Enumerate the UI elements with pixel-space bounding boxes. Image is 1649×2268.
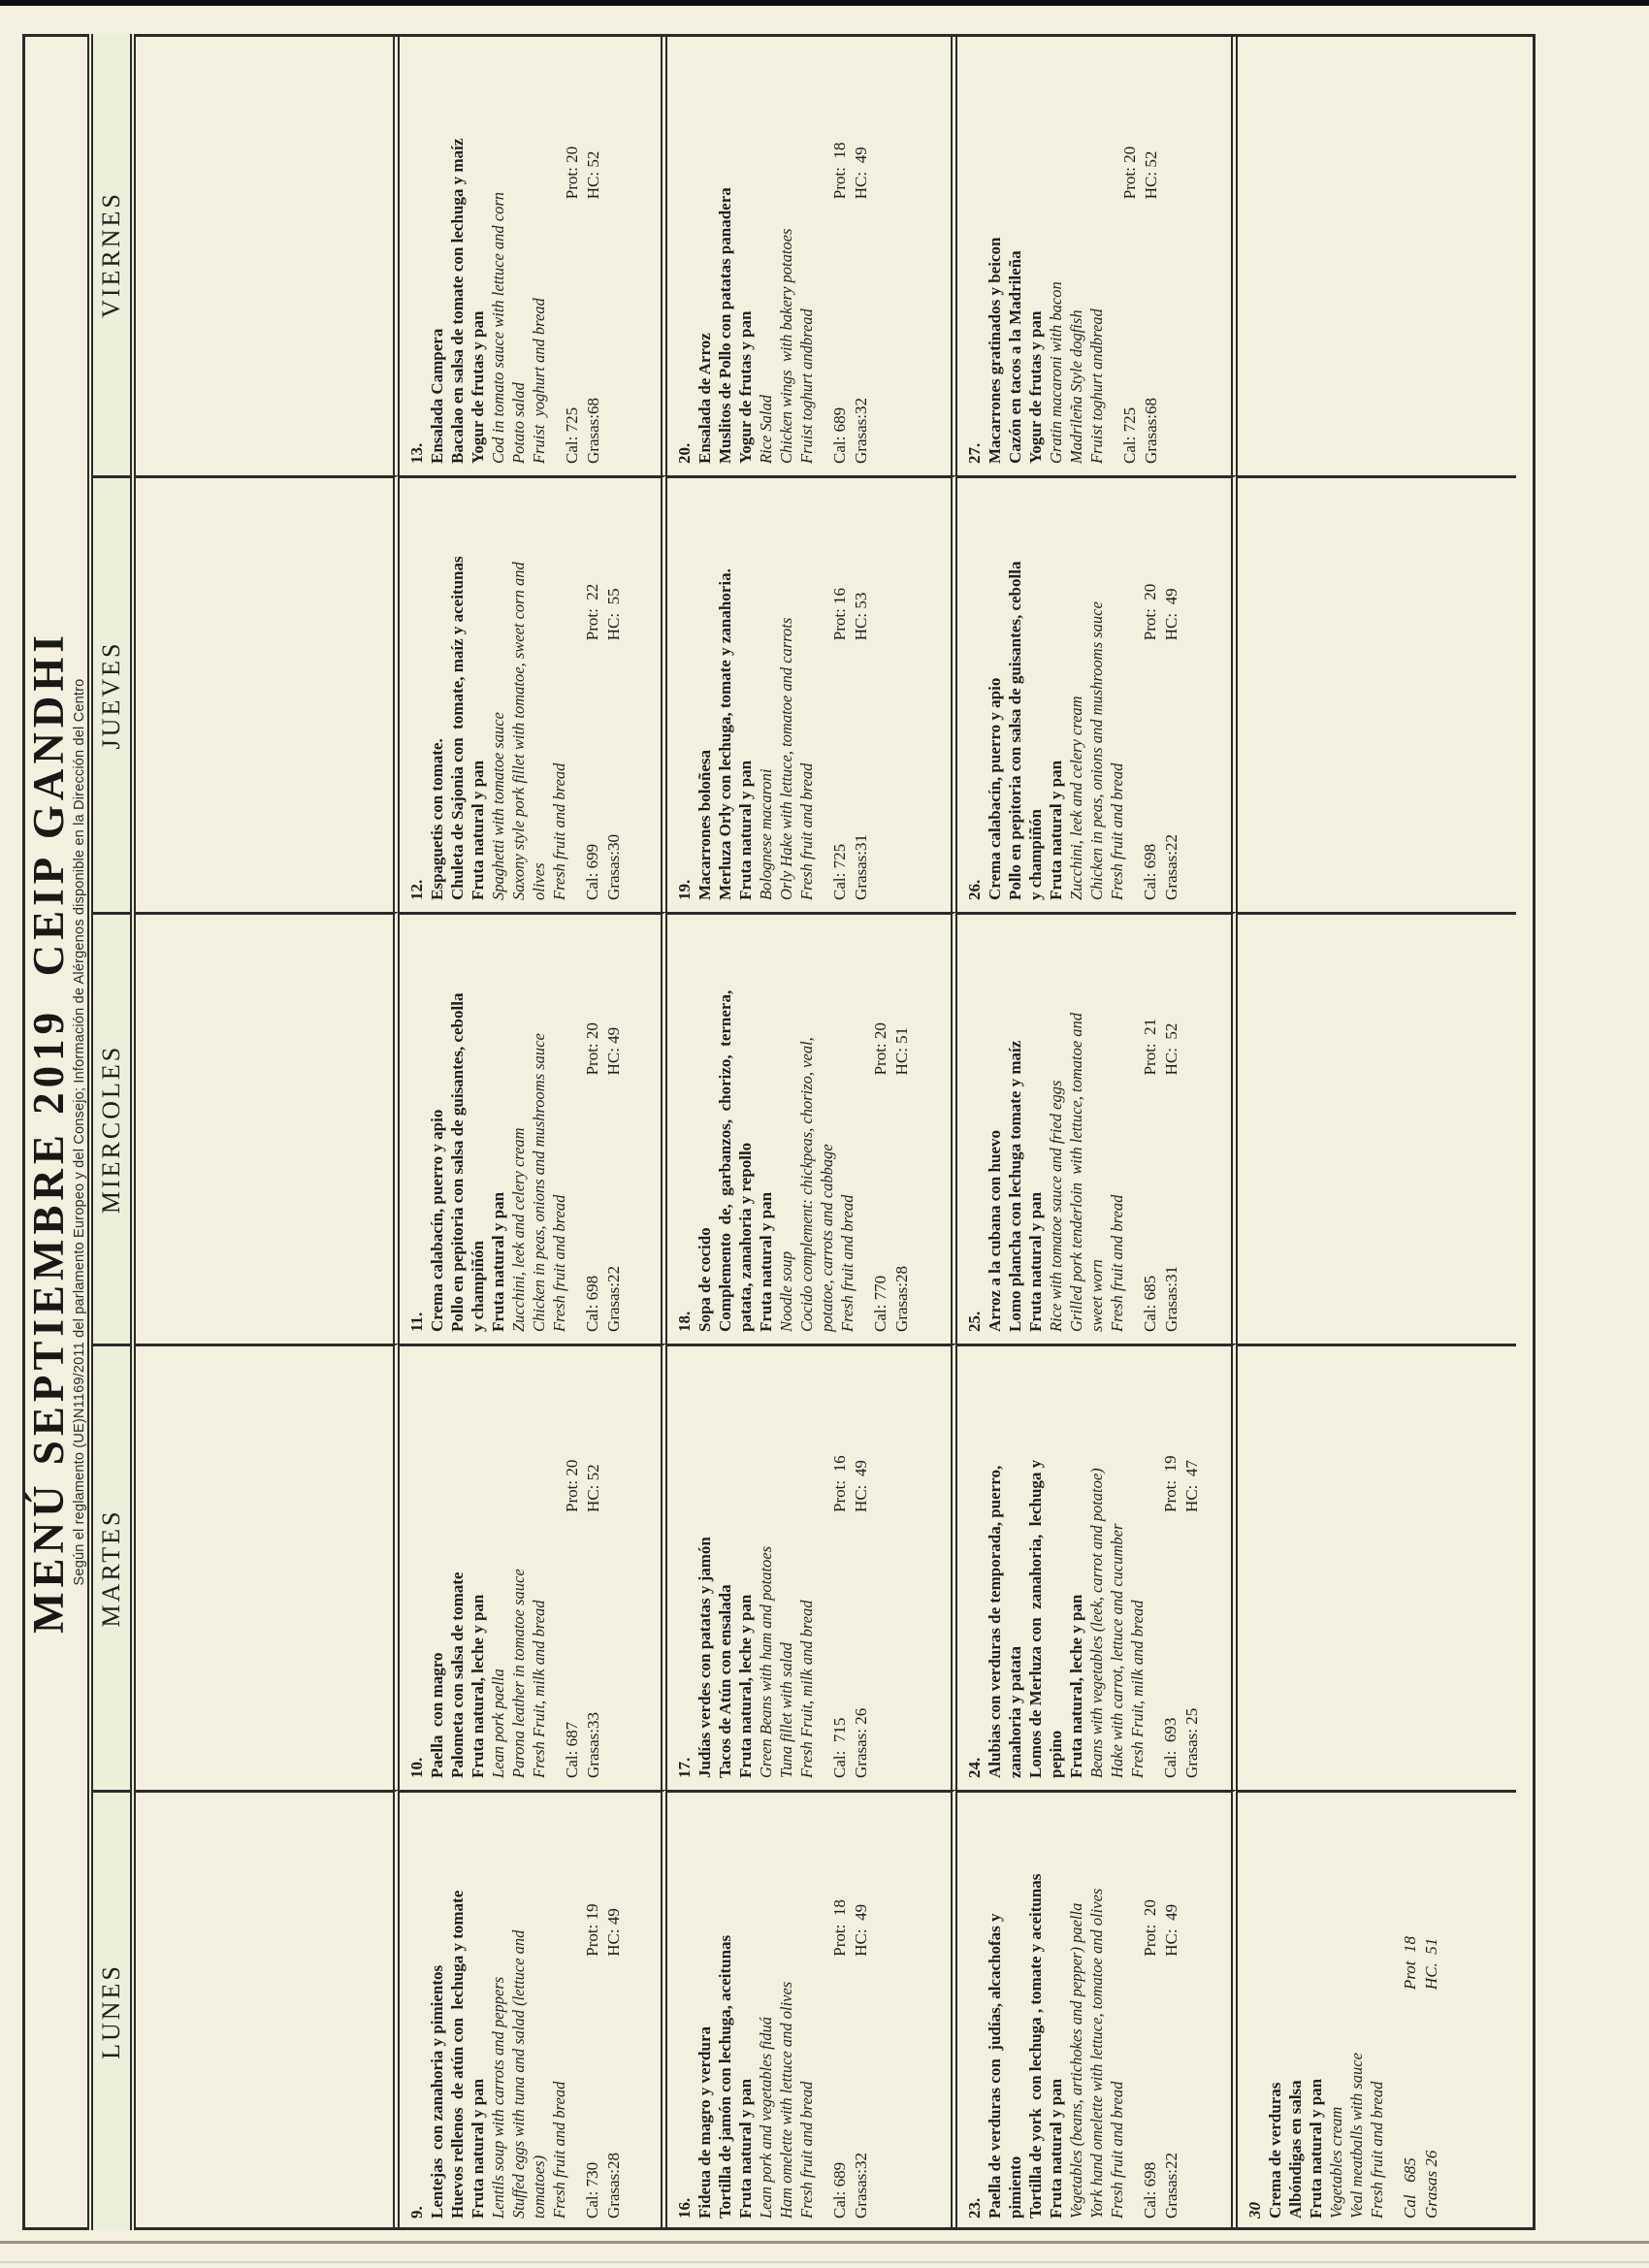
dish-line-spanish: Alubias con verduras de temporada, puerro, [986,1465,1004,1778]
dish-line-spanish: Tortilla de jamón con lechuga, aceitunas [716,1934,734,2219]
carbs-value: HC: 49 [1162,588,1180,641]
dish-line-english: sweet worn [1087,1259,1106,1332]
dish-line-spanish: Yogur de frutas y pan [1026,310,1045,464]
fat-value: Grasas:33 [584,1712,602,1778]
dish-line-spanish: Palometa con salsa de tomate [448,1571,467,1778]
menu-cell-23 [957,1790,1238,2230]
carbs-value: HC: 49 [852,1460,870,1512]
fat-carbs-line [604,924,626,1332]
dish-line-spanish: Fruta natural y pan [1026,1191,1045,1332]
dish-line-spanish: Paella de verduras con judías, alcachofas y [986,1913,1004,2219]
dish-line-english: Fresh fruit and bread [1108,762,1126,900]
dish-line-spanish: Macarrones boloñesa [695,749,714,900]
calories-value: Cal: 725 [563,406,581,464]
empty-cell-week-sept-30-viernes [1238,34,1516,475]
dish-line-english: Cocido complement: chickpeas, chorizo, veal, [797,1037,816,1332]
fat-value: Grasas:31 [852,834,870,900]
empty-cell-week-sept-2-6-miercoles [136,912,400,1344]
dish-line-english: Lean pork paella [489,1669,507,1778]
dish-line-english: Noodle soup [777,1251,795,1332]
nutrition-values [830,488,873,900]
dish-line-english: Zucchini, leek and celery cream [1067,696,1085,900]
calories-protein-line [1141,1802,1162,2219]
day-header-row [87,34,136,2230]
fat-value: Grasas:30 [604,834,623,900]
dish-line-spanish: Lomo plancha con lechuga tomate y maíz [1006,1040,1024,1332]
fat-value: Grasas:68 [584,398,602,464]
dish-line-english: Spaghetti with tomatoe sauce [489,712,507,900]
empty-cell-week-sept-2-6-viernes [136,34,400,475]
day-number: 17. [675,1757,694,1778]
dish-line-spanish: y champiñón [1026,809,1045,900]
fat-carbs-line [1142,44,1163,464]
dish-line-spanish: Chuleta de Sajonia con tomate, maíz y aceitunas [448,556,467,900]
menu-cell-30 [1238,1790,1516,2230]
dish-line-spanish: Paella con magro [428,1652,446,1778]
dish-line-english: Madrileña Style dogfish [1067,309,1085,464]
protein-value: Prot: 16 [830,587,849,641]
dish-line-english: Parona leather in tomatoe sauce [509,1569,528,1778]
dish-line-spanish: Fruta natural y pan [469,2078,487,2219]
protein-value: Prot: 18 [830,1899,849,1957]
dish-line-spanish: Merluza Orly con lechuga, tomate y zanahoria. [716,568,734,900]
protein-value: Prot: 20 [871,1022,889,1076]
dish-line-spanish: Espaguetis con tomate. [428,738,446,900]
calories-value: Cal: 715 [830,1717,849,1778]
fat-carbs-line [604,1802,626,2219]
fat-carbs-line [584,1356,605,1778]
dish-line-english: Fruist yoghurt and bread [530,298,548,464]
carbs-value: HC: 52 [584,1464,602,1512]
fat-carbs-line [1422,1802,1443,2219]
dish-line-spanish: Lentejas con zanahoria y pimientos [428,1964,446,2219]
dish-line-spanish: Complemento de, garbanzos, chorizo, ternera, [716,989,734,1332]
fat-value: Grasas:32 [852,2153,870,2219]
carbs-value: HC: 49 [852,1903,870,1957]
dish-line-english: Veal meatballs with sauce [1347,2053,1366,2219]
calories-protein-line [1161,1356,1182,1778]
day-header-martes: MARTES [93,1344,130,1790]
day-number: 24. [965,1757,984,1778]
day-header-miercoles: MIERCOLES [93,912,130,1344]
dish-line-spanish: Tortilla de york con lechuga , tomate y aceitunas [1026,1873,1045,2219]
day-number: 18. [675,1311,694,1332]
nutrition-values [1141,924,1183,1332]
menu-cell-27 [957,34,1238,475]
dish-line-spanish: Fruta natural y pan [489,1191,507,1332]
calories-value: Cal 685 [1401,2157,1419,2219]
dish-line-spanish: Pollo en pepitoria con salsa de guisantes, cebolla [1006,561,1024,900]
empty-cell-week-sept-30-jueves [1238,475,1516,912]
dish-line-spanish: Judías verdes con patatas y jamón [695,1537,714,1778]
fat-carbs-line [1182,1356,1204,1778]
fat-value: Grasas:22 [604,1266,623,1332]
dish-line-english: potatoe, carrots and cabbage [818,1144,836,1332]
carbs-value: HC: 53 [852,592,870,641]
dish-line-english: Chicken wings with bakery potatoes [777,228,795,464]
empty-cell-week-sept-30-miercoles [1238,912,1516,1344]
calories-protein-line [830,44,852,464]
dish-line-spanish: Muslitos de Pollo con patatas panadera [716,187,734,464]
dish-line-spanish: Ensalada Campera [428,328,446,464]
dish-line-spanish: patata, zanahoria y repollo [736,1142,755,1332]
fat-carbs-line [852,1356,873,1778]
dish-line-spanish: Crema calabacín, puerro y apio [986,677,1004,900]
dish-line-english: Fresh fruit and bread [797,762,816,900]
dish-line-english: Rice Salad [757,394,775,464]
calories-value: Cal: 730 [583,2161,601,2219]
fat-value: Grasas:22 [1162,2153,1180,2219]
nutrition-values [1161,1356,1204,1778]
dish-line-spanish: Tacos de Atún con ensalada [716,1584,734,1778]
carbs-value: HC: 49 [604,1908,623,1957]
dish-line-spanish: Sopa de cocido [695,1227,714,1332]
dish-line-english: Stuffed eggs with tuna and salad (lettuce and [509,1929,528,2219]
nutrition-values [830,1356,873,1778]
protein-value: Prot 18 [1401,1935,1419,1991]
menu-cell-11 [400,912,667,1344]
fat-value: Grasas: 25 [1182,1707,1201,1778]
dish-line-spanish: Lomos de Merluza con zanahoria, lechuga y [1026,1459,1045,1778]
calories-value: Cal: 699 [583,843,601,900]
menu-cell-19 [667,475,957,912]
dish-line-english: tomatoes) [530,2155,548,2219]
day-number: 27. [965,442,984,464]
calories-value: Cal: 689 [830,406,849,464]
dish-line-spanish: zanahoria y patata [1006,1646,1024,1778]
dish-line-spanish: Yogur de frutas y pan [736,310,755,464]
calories-protein-line [1401,1802,1422,2219]
protein-value: Prot: 20 [1141,583,1159,641]
dish-line-spanish: pimiento [1006,2155,1024,2219]
menu-cell-25 [957,912,1238,1344]
dish-line-english: olives [530,862,548,900]
calories-protein-line [830,1356,852,1778]
dish-line-spanish: Fruta natural y pan [1047,760,1065,900]
carbs-value: HC: 55 [604,588,623,641]
calories-value: Cal: 689 [830,2161,849,2219]
menu-cell-12 [400,475,667,912]
calories-value: Cal: 698 [1141,843,1159,900]
dish-line-spanish: Fruta natural y pan [469,760,487,900]
fat-value: Grasas: 26 [852,1707,870,1778]
calories-value: Cal: 698 [1141,2161,1159,2219]
calories-value: Cal: 725 [830,843,849,900]
dish-line-english: Rice with tomatoe sauce and fried eggs [1047,1080,1065,1332]
fat-value: Grasas:28 [892,1266,911,1332]
day-number: 13. [407,442,426,464]
week-sept-30-row [1238,34,1516,2230]
dish-line-spanish: Fruta natural y pan [736,2078,755,2219]
carbs-value: HC: 49 [852,146,870,200]
fat-carbs-line [852,1802,873,2219]
nutrition-values [1141,1802,1183,2219]
dish-line-english: Fresh fruit and bread [797,2081,816,2219]
dish-line-spanish: y champiñón [469,1241,487,1332]
menu-table [87,34,1516,2230]
nutrition-values [583,488,626,900]
dish-line-english: Fresh fruit and bread [550,1194,568,1332]
dish-line-english: Bolognese macaroni [757,768,775,900]
fat-carbs-line [1162,924,1183,1332]
dish-line-english: Fresh fruit and bread [1108,2081,1126,2219]
protein-value: Prot: 20 [1141,1899,1159,1957]
week-sept-9-13-row [400,34,667,2230]
dish-line-english: Fresh Fruit, milk and bread [797,1600,816,1778]
dish-line-spanish: Pollo en pepitoria con salsa de guisantes, cebolla [448,992,467,1332]
dish-line-spanish: Fideua de magro y verdura [695,2025,714,2219]
day-number: 26. [965,879,984,900]
protein-value: Prot: 20 [583,1022,601,1076]
dish-line-english: Fresh fruit and bread [550,762,568,900]
dish-line-spanish: Ensalada de Arroz [695,333,714,464]
dish-line-english: Zucchini, leek and celery cream [509,1127,528,1332]
menu-cell-9 [400,1790,667,2230]
fat-value: Grasas:32 [852,398,870,464]
dish-line-english: Tuna fillet with salad [777,1642,795,1778]
nutrition-values [583,924,626,1332]
day-number: 20. [675,442,694,464]
carbs-value: HC. 51 [1422,1937,1440,1991]
dish-line-spanish: Fruta natural y pan [757,1191,775,1332]
calories-value: Cal: 687 [563,1721,581,1778]
calories-protein-line [871,924,892,1332]
fat-carbs-line [604,488,626,900]
dish-line-english: Fresh fruit and bread [1108,1194,1126,1332]
protein-value: Prot: 19 [583,1903,601,1957]
carbs-value: HC: 51 [892,1026,911,1076]
dish-line-english: Fresh Fruit, milk and bread [530,1600,548,1778]
dish-line-english: Gratin macaroni with bacon [1047,281,1065,464]
carbs-value: HC: 52 [1142,150,1160,200]
week-sept-23-27-row [957,34,1238,2230]
dish-line-english: Potato salad [509,382,528,464]
protein-value: Prot: 18 [830,142,849,200]
dish-line-spanish: Fruta natural, leche y pan [469,1594,487,1778]
calories-protein-line [830,488,852,900]
fat-value: Grasas 26 [1422,2150,1440,2219]
dish-line-spanish: Bacalao en salsa de tomate con lechuga y maíz [448,138,467,464]
day-number: 30 [1245,2202,1264,2219]
calories-protein-line [563,44,584,464]
week-sept-2-6-row [136,34,400,2230]
nutrition-values [563,44,605,464]
nutrition-values [871,924,914,1332]
carbs-value: HC: 47 [1182,1460,1201,1512]
protein-value: Prot: 19 [1161,1455,1180,1512]
dish-line-english: York hand omelette with lettuce, tomatoe and olives [1087,1888,1106,2219]
day-number: 10. [407,1757,426,1778]
dish-line-english: Fruist toghurt andbread [1087,308,1106,464]
protein-value: Prot: 20 [563,1459,581,1512]
empty-cell-week-sept-2-6-martes [136,1344,400,1790]
dish-line-english: Hake with carrot, lettuce and cucumber [1108,1523,1126,1778]
dish-line-spanish: Fruta natural, leche y pan [1067,1594,1085,1778]
calories-value: Cal: 685 [1141,1275,1159,1332]
day-header-jueves: JUEVES [93,475,130,912]
carbs-value: HC: 52 [584,150,602,200]
dish-line-spanish: pepino [1047,1730,1065,1778]
calories-protein-line [583,924,604,1332]
dish-line-english: Ham omelette with lettuce and olives [777,1981,795,2219]
calories-value: Cal: 770 [871,1275,889,1332]
dish-line-english: Vegetables cream [1327,2106,1345,2219]
day-number: 25. [965,1311,984,1332]
menu-cell-13 [400,34,667,475]
fat-carbs-line [852,488,873,900]
nutrition-values [1141,488,1183,900]
protein-value: Prot: 20 [1120,146,1139,200]
page-title: MENÚ SEPTIEMBRE 2019 CEIP GANDHI [24,631,73,1634]
day-number: 16. [675,2197,694,2219]
protein-value: Prot: 16 [830,1455,849,1512]
empty-cell-week-sept-2-6-jueves [136,475,400,912]
fat-carbs-line [852,44,873,464]
dish-line-english: Orly Hake with lettuce, tomatoe and carrots [777,617,795,900]
day-number: 12. [407,879,426,900]
menu-cell-17 [667,1344,957,1790]
menu-cell-16 [667,1790,957,2230]
dish-line-spanish: Crema calabacín, puerro y apio [428,1109,446,1332]
dish-line-spanish: Fruta natural y pan [1307,2078,1325,2219]
dish-line-english: Fresh fruit and bread [550,2081,568,2219]
dish-line-english: Saxony style pork fillet with tomatoe, sweet corn and [509,562,528,900]
day-number: 9. [407,2206,426,2219]
dish-line-english: Lentils soup with carrots and peppers [489,1976,507,2219]
protein-value: Prot: 22 [583,583,601,641]
dish-line-english: Chicken in peas, onions and mushrooms sauce [1087,601,1106,900]
day-header-viernes: VIERNES [97,191,125,318]
carbs-value: HC: 52 [1162,1022,1180,1076]
dish-line-english: Vegetables (beans, artichokes and pepper) paella [1067,1902,1085,2219]
dish-line-english: Grilled pork tenderloin with lettuce, tomatoe and [1067,1012,1085,1332]
day-number: 19. [675,879,694,900]
fat-carbs-line [584,44,605,464]
menu-cell-20 [667,34,957,475]
menu-cell-24 [957,1344,1238,1790]
carbs-value: HC: 49 [1162,1903,1180,1957]
fat-value: Grasas:31 [1162,1266,1180,1332]
dish-line-spanish: Albóndigas en salsa [1286,2080,1305,2219]
fat-value: Grasas:22 [1162,834,1180,900]
dish-line-spanish: Yogur de frutas y pan [469,310,487,464]
dish-line-english: Cod in tomato sauce with lettuce and corn [489,191,507,464]
calories-protein-line [583,488,604,900]
dish-line-spanish: Fruta natural y pan [736,760,755,900]
dish-line-spanish: Huevos rellenos de atún con lechuga y tomate [448,1890,467,2219]
dish-line-spanish: Macarrones gratinados y beicon [986,237,1004,464]
fat-carbs-line [1162,1802,1183,2219]
fat-carbs-line [1162,488,1183,900]
dish-line-english: Fruist toghurt andbread [797,308,816,464]
dish-line-spanish: Arroz a la cubana con huevo [986,1130,1004,1332]
empty-cell-week-sept-2-6-lunes [136,1790,400,2230]
dish-line-english: Green Beans with ham and potatoes [757,1545,775,1778]
week-sept-16-20-row [667,34,957,2230]
calories-protein-line [563,1356,584,1778]
nutrition-values [563,1356,605,1778]
day-number: 11. [407,1312,426,1332]
dish-line-english: Fresh fruit and bread [838,1194,857,1332]
page-subtitle: Según el reglamento (UE)N1169/2011 del parlamento Europeo y del Consejo; Información de Alérgenos disponible en la Dirección del Centro [72,678,87,1586]
dish-line-english: Fresh Fruit, milk and bread [1128,1600,1147,1778]
empty-cell-week-sept-30-martes [1238,1344,1516,1790]
calories-protein-line [583,1802,604,2219]
nutrition-values [1401,1802,1443,2219]
calories-protein-line [1141,924,1162,1332]
dish-line-english: Fresh fruit and bread [1368,2081,1386,2219]
calories-value: Cal: 725 [1120,406,1139,464]
fat-value: Grasas:68 [1142,398,1160,464]
dish-line-english: Beans with vegetables (leek, carrot and potatoe) [1087,1468,1106,1778]
menu-cell-10 [400,1344,667,1790]
nutrition-values [583,1802,626,2219]
nutrition-values [830,1802,873,2219]
carbs-value: HC: 49 [604,1026,623,1076]
calories-value: Cal: 698 [583,1275,601,1332]
calories-value: Cal: 693 [1161,1717,1180,1778]
dish-line-spanish: Crema de verduras [1266,2082,1284,2219]
day-number: 23. [965,2197,984,2219]
menu-cell-18 [667,912,957,1344]
dish-line-spanish: Fruta natural, leche y pan [736,1594,755,1778]
calories-protein-line [830,1802,852,2219]
dish-line-spanish: Cazón en tacos a la Madrileña [1006,250,1024,464]
protein-value: Prot: 20 [563,146,581,200]
calories-protein-line [1120,44,1142,464]
dish-line-english: Lean pork and vegetables fiduá [757,2016,775,2219]
dish-line-english: Chicken in peas, onions and mushrooms sauce [530,1033,548,1332]
nutrition-values [830,44,873,464]
fat-carbs-line [892,924,914,1332]
fat-value: Grasas:28 [604,2153,623,2219]
protein-value: Prot: 21 [1141,1018,1159,1076]
menu-cell-26 [957,475,1238,912]
nutrition-values [1120,44,1163,464]
dish-line-spanish: Fruta natural y pan [1047,2078,1065,2219]
day-header-lunes: LUNES [93,1790,130,2230]
calories-protein-line [1141,488,1162,900]
